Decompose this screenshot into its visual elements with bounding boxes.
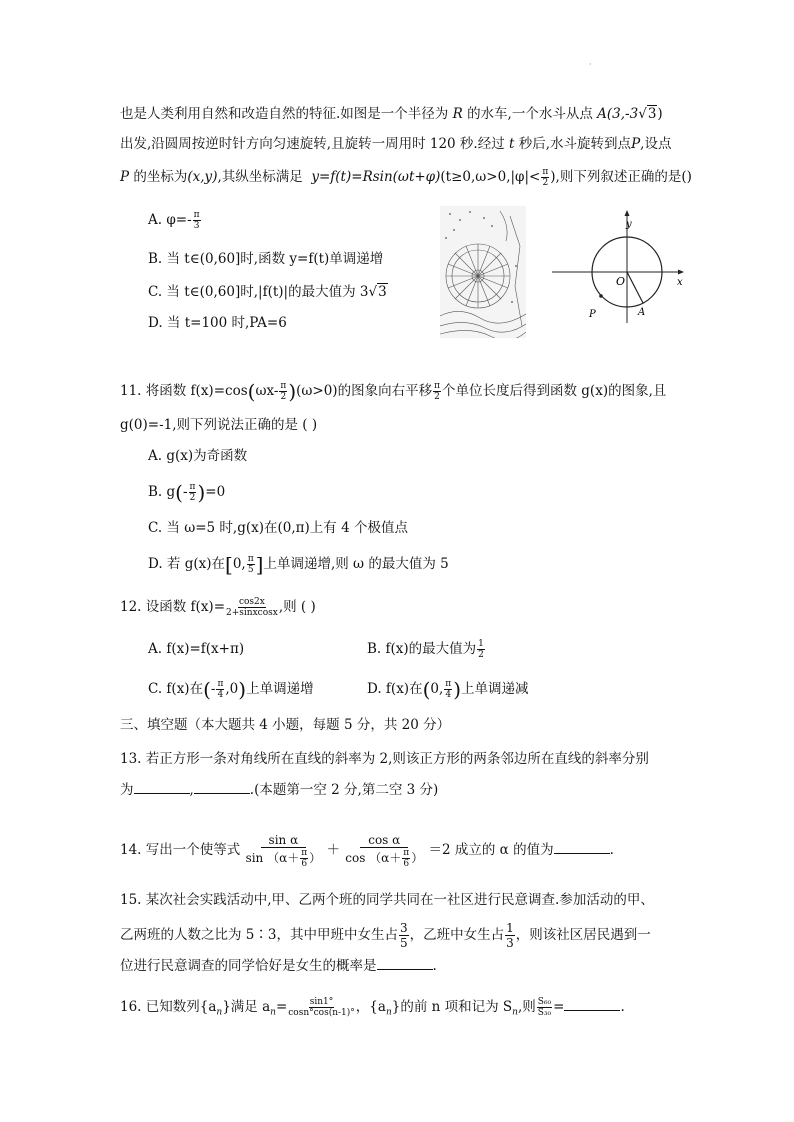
q11-option-b: B. g(- $\frac{\pi}{2}$ )=0 <box>148 480 226 505</box>
q11-line1: 11. 将函数 f(x)=cos(ωx- $\frac{\pi}{2}$ )(ω>0)的图象向右平移 $\frac{\pi}{2}$ 个单位长度后得到函数 g(x)的图象,且 <box>120 379 667 404</box>
answer-blank-2[interactable] <box>194 779 250 794</box>
q10-line2: 出发,沿圆周按逆时针方向匀速旋转,且旋转一周用时 120 秒.经过 t 秒后,水斗旋转到点P,设点 <box>120 136 672 152</box>
answer-blank-5[interactable] <box>564 996 620 1011</box>
label-O: O <box>616 275 626 288</box>
q11-option-c: C. 当 ω=5 时,g(x)在(0,π)上有 4 个极值点 <box>148 520 408 536</box>
radius-OA <box>627 272 643 303</box>
water-wheel-illustration <box>440 206 526 338</box>
q10-option-c: C. 当 t∈(0,60]时,|f(t)|的最大值为 3√3 <box>148 284 387 300</box>
q11-option-a: A. g(x)为奇函数 <box>148 448 248 464</box>
q11-line2: g(0)=-1,则下列说法正确的是 ( ) <box>120 417 318 433</box>
q16-line: 16. 已知数列$\{a_n\}$满足 $a_n=$ $\frac{\sin 1^\circ}{\cos n^\circ\cos(n-1)^\circ}$ ，$\{a_n\}$的前 n 项和记为 $S_n$,则 $\frac{\text{S₆₀}}{\text{S₃₀}}$ = . <box>120 997 625 1018</box>
q15-line1: 15. 某次社会实践活动中,甲、乙两个班的同学共同在一社区进行民意调查.参加活动的甲、 <box>120 892 654 908</box>
q15-line3: 位进行民意调查的同学恰好是女生的概率是 . <box>120 955 437 976</box>
q10-option-a: A. φ=- $\frac{\pi}{3}$ <box>148 210 200 231</box>
x-axis-arrow-icon <box>678 270 684 275</box>
pi-over-2: $\frac{\pi}{2}$ <box>542 167 549 188</box>
answer-blank-4[interactable] <box>377 955 433 970</box>
label-x: x <box>677 277 683 288</box>
q10-line1: 也是人类利用自然和改造自然的特征.如图是一个半径为 R 的水车,一个水斗从点 A(3,-3√3) <box>120 106 663 122</box>
q13-line1: 13. 若正方形一条对角线所在直线的斜率为 2,则该正方形的两条邻边所在直线的斜率分别 <box>120 751 649 767</box>
q12-stem: 12. 设函数 f(x)= $\frac{\cos 2x}{\text{2+sinxcosx}}$ ,则 ( ) <box>120 597 316 618</box>
q12-option-b: B. f(x)的最大值为 $\frac{1}{2}$ <box>367 639 484 660</box>
q10-option-b: B. 当 t∈(0,60]时,函数 y=f(t)单调递增 <box>148 251 384 267</box>
q14-line: 14. 写出一个使等式 sin α sin （α＋ $\frac{\pi}{6}$ ） ＋ cos α cos （α＋ $\frac{\pi}{6}$ ） ＝2 成立的 α 的值为 . <box>120 832 614 869</box>
q12-option-c: C. f(x)在(- $\frac{\pi}{4}$ ,0)上单调递增 <box>148 677 314 702</box>
answer-blank-3[interactable] <box>554 839 610 854</box>
q13-line2: 为 , .(本题第一空 2 分,第二空 3 分) <box>120 779 438 800</box>
header-mark: · <box>589 60 592 69</box>
unit-circle-diagram <box>552 205 692 325</box>
label-P: P <box>589 309 596 320</box>
point-P <box>599 294 603 298</box>
q12-option-d: D. f(x)在(0, $\frac{\pi}{4}$ )上单调递减 <box>367 677 529 702</box>
q15-line2: 乙两班的人数之比为 5∶3，其中甲班中女生占 $\frac{3}{5}$ ，乙班中女生占 $\frac{1}{3}$ ，则该社区居民遇到一 <box>120 921 651 950</box>
q10-option-d: D. 当 t=100 时,PA=6 <box>148 315 287 331</box>
section-heading: 三、填空题（本大题共 4 小题，每题 5 分，共 20 分） <box>120 717 451 733</box>
q11-option-d: D. 若 g(x)在[0, $\frac{\pi}{5}$ ]上单调递增,则 ω 的最大值为 5 <box>148 552 449 577</box>
label-y: y <box>626 219 632 230</box>
q10-line3: P 的坐标为(x,y),其纵坐标满足 y=f(t)=Rsin(ωt+φ)(t≥0,ω>0,|φ|< $\frac{\pi}{2}$ ),则下列叙述正确的是() <box>120 167 692 188</box>
y-axis-arrow-icon <box>625 210 630 216</box>
answer-blank-1[interactable] <box>134 779 190 794</box>
q12-option-a: A. f(x)=f(x+π) <box>148 641 245 657</box>
label-A: A <box>638 307 646 318</box>
